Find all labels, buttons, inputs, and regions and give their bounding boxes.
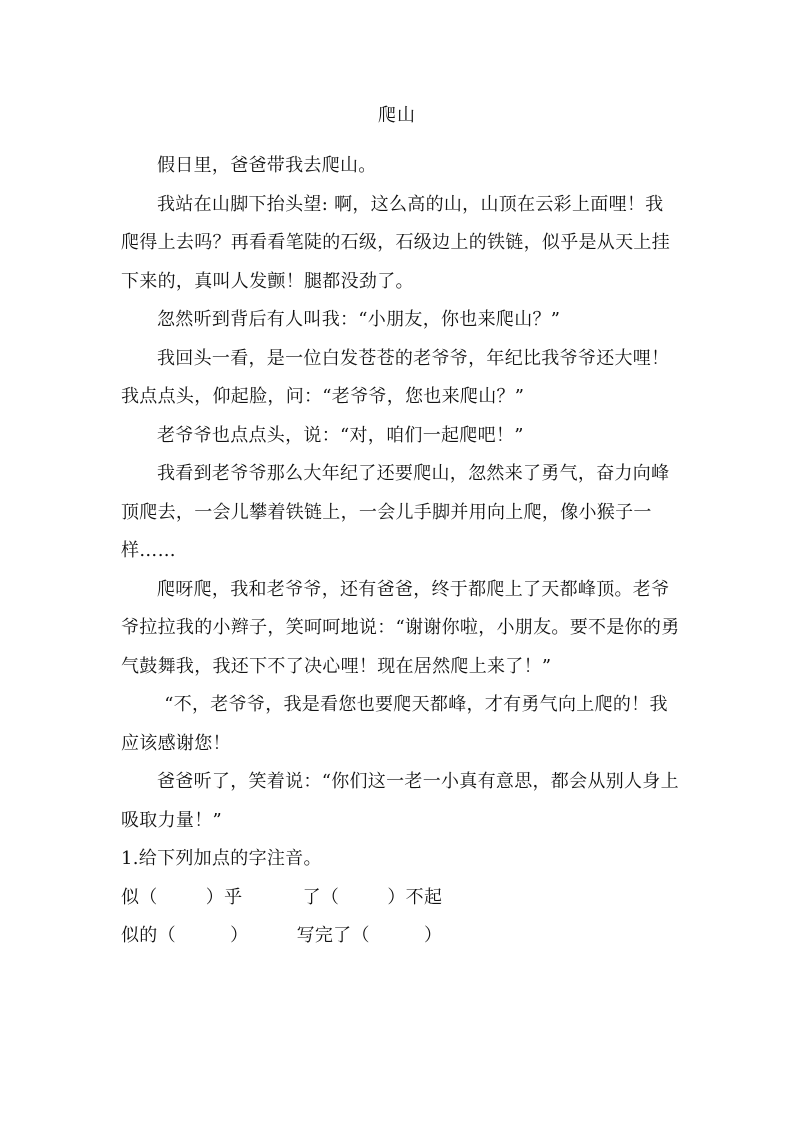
paragraph: 我站在山脚下抬头望: 啊，这么高的山，山顶在云彩上面哩！我爬得上去吗？再看看笔陡的石级，石级边上的铁链，似乎是从天上挂下来的，真叫人发颤！腿都没劲了。 bbox=[121, 193, 670, 292]
page-title: 爬山 bbox=[378, 105, 416, 126]
exercise-question: 1.给下列加点的字注音。 bbox=[121, 848, 322, 869]
paragraph: 我回头一看，是一位白发苍苍的老爷爷，年纪比我爷爷还大哩！我点点头，仰起脸，问：“老爷爷，您也来爬山？” bbox=[121, 347, 670, 407]
paragraph: 爬呀爬，我和老爷爷，还有爸爸，终于都爬上了天都峰顶。老爷爷拉拉我的小辫子，笑呵呵地说：“谢谢你啦，小朋友。要不是你的勇气鼓舞我，我还下不了决心哩！现在居然爬上来了！” bbox=[121, 578, 680, 677]
paragraph: “不，老爷爷，我是看您也要爬天都峰，才有勇气向上爬的！我应该感谢您！ bbox=[121, 694, 668, 754]
paragraph: 老爷爷也点点头，说：“对，咱们一起爬吧！” bbox=[157, 424, 524, 446]
exercise-row: 似的（ ） 写完了（ ） bbox=[121, 925, 443, 946]
exercise-row: 似（ ）乎 了（ ）不起 bbox=[121, 886, 443, 908]
document-body bbox=[121, 147, 681, 956]
paragraph: 假日里，爸爸带我去爬山。 bbox=[157, 155, 377, 176]
paragraph: 忽然听到背后有人叫我：“小朋友，你也来爬山？” bbox=[157, 309, 561, 330]
paragraph: 我看到老爷爷那么大年纪了还要爬山，忽然来了勇气，奋力向峰顶爬去，一会儿攀着铁链上，一会儿手脚并用向上爬，像小猴子一样…… bbox=[121, 463, 670, 561]
paragraph: 爸爸听了，笑着说：“你们这一老一小真有意思，都会从别人身上吸取力量！” bbox=[121, 771, 679, 831]
